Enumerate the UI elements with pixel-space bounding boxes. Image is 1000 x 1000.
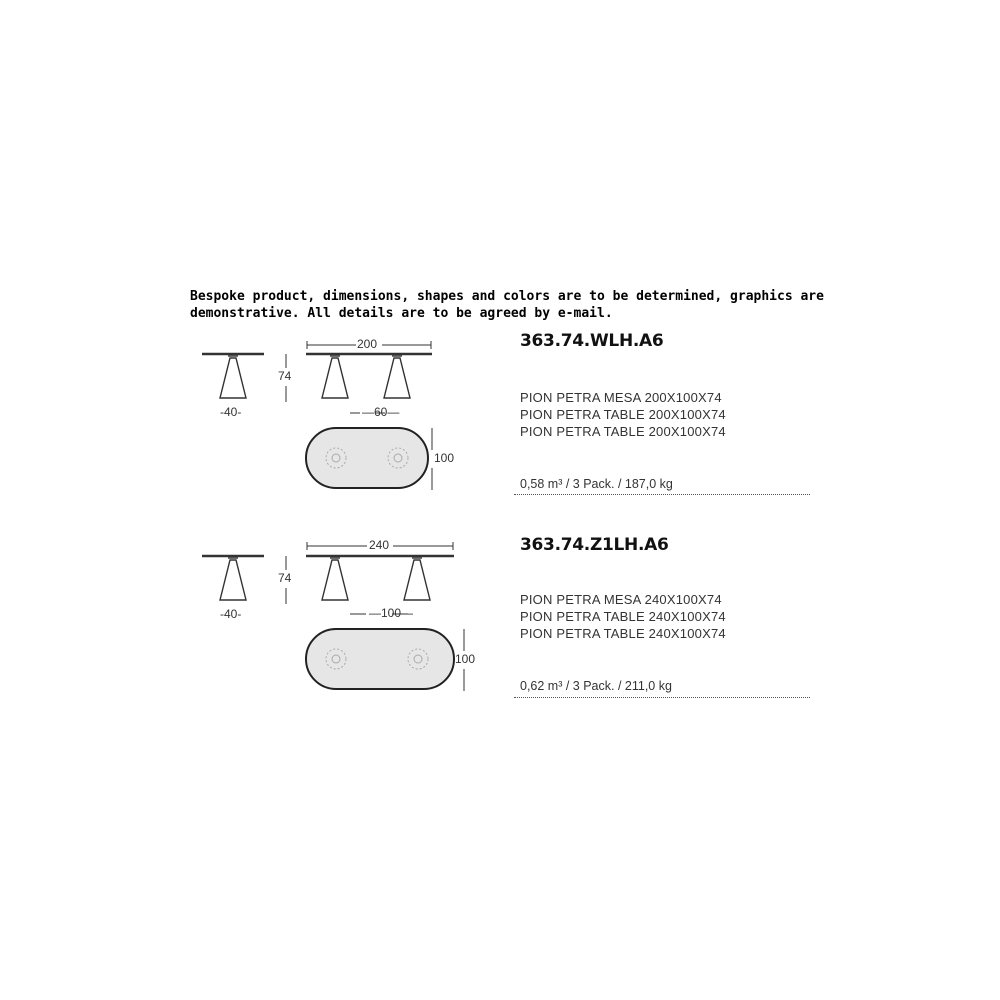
- product-name-1: PION PETRA MESA 200X100X74: [520, 390, 722, 405]
- side-view-drawing: [202, 556, 264, 600]
- product-name-1: PION PETRA MESA 240X100X74: [520, 592, 722, 607]
- top-view-drawing: [306, 629, 464, 691]
- depth-label: 100: [455, 652, 476, 666]
- length-label: 240: [369, 538, 390, 552]
- base-spacing-label: —100—: [369, 606, 414, 620]
- disclaimer-line-1: Bespoke product, dimensions, shapes and colors are to be determined, graphics are: [190, 289, 824, 304]
- height-label: 74: [278, 571, 292, 585]
- product-code: 363.74.WLH.A6: [520, 331, 664, 351]
- product-name-3: PION PETRA TABLE 240X100X74: [520, 626, 726, 641]
- side-width-label: -40-: [220, 405, 242, 419]
- dotted-divider: [514, 697, 810, 698]
- depth-label: 100: [434, 451, 455, 465]
- length-label: 200: [357, 337, 378, 351]
- pack-info: 0,62 m³ / 3 Pack. / 211,0 kg: [520, 679, 672, 693]
- product-name-3: PION PETRA TABLE 200X100X74: [520, 424, 726, 439]
- disclaimer-line-2: demonstrative. All details are to be agreed by e-mail.: [190, 306, 613, 321]
- product-names: [520, 591, 726, 642]
- base-spacing-label: —60—: [362, 405, 400, 419]
- product-name-2: PION PETRA TABLE 240X100X74: [520, 609, 726, 624]
- product-name-2: PION PETRA TABLE 200X100X74: [520, 407, 726, 422]
- pack-info: 0,58 m³ / 3 Pack. / 187,0 kg: [520, 477, 673, 491]
- product-code: 363.74.Z1LH.A6: [520, 535, 669, 555]
- side-width-label: -40-: [220, 607, 242, 621]
- height-label: 74: [278, 369, 292, 383]
- front-view-drawing: [306, 542, 454, 614]
